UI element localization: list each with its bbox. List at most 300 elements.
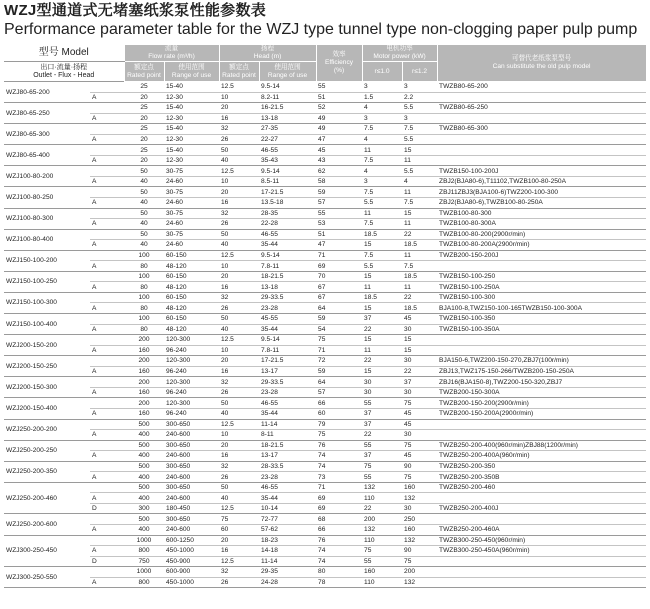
cell-efficiency: 55: [316, 82, 362, 93]
table-row: [4, 451, 646, 462]
table-row: [4, 387, 646, 398]
cell-flow-rated: 1000: [124, 567, 164, 578]
cell-head-rated: 16: [219, 282, 259, 293]
cell-efficiency: 51: [316, 229, 362, 240]
cell-flow-range: 300-650: [164, 482, 219, 493]
cell-substitute: [437, 92, 646, 103]
cell-motor-r12: 45: [402, 419, 437, 430]
cell-suffix: D: [90, 556, 124, 567]
cell-motor-r10: 30: [362, 387, 402, 398]
cell-efficiency: 64: [316, 377, 362, 388]
cell-head-rated: 40: [219, 155, 259, 166]
cell-model: WZJ250-200-200: [4, 419, 90, 440]
cell-substitute: [437, 556, 646, 567]
cell-head-range: 13.5-18: [259, 198, 316, 209]
table-row: [4, 240, 646, 251]
table-row: [4, 366, 646, 377]
cell-suffix: A: [90, 282, 124, 293]
table-row: [4, 324, 646, 335]
cell-flow-range: 60-150: [164, 250, 219, 261]
cell-suffix: [90, 377, 124, 388]
table-row: [4, 461, 646, 472]
cell-flow-rated: 400: [124, 493, 164, 504]
table-row: [4, 440, 646, 451]
cell-flow-rated: 20: [124, 113, 164, 124]
cell-substitute: BJA100-8,TWZ150-100-165TWZB150-100-300A: [437, 303, 646, 314]
cell-head-range: 46-55: [259, 229, 316, 240]
cell-head-range: 23-28: [259, 303, 316, 314]
table-row: [4, 482, 646, 493]
cell-motor-r10: 5.5: [362, 261, 402, 272]
header-motor-r10: r≤1.0: [362, 62, 402, 82]
table-row: [4, 314, 646, 325]
cell-efficiency: 76: [316, 440, 362, 451]
cell-substitute: TWZB250-200-460A: [437, 524, 646, 535]
table-row: [4, 229, 646, 240]
cell-motor-r10: 37: [362, 451, 402, 462]
cell-flow-range: 15-40: [164, 82, 219, 93]
cell-motor-r12: 18.5: [402, 303, 437, 314]
cell-head-rated: 26: [219, 577, 259, 588]
cell-flow-rated: 80: [124, 282, 164, 293]
cell-head-rated: 40: [219, 408, 259, 419]
cell-substitute: TWZB100-80-200A(2900r/min): [437, 240, 646, 251]
cell-efficiency: 78: [316, 577, 362, 588]
cell-head-range: 10-14: [259, 503, 316, 514]
cell-substitute: TWZB80-65-300: [437, 124, 646, 135]
cell-substitute: TWZB150-100-250A: [437, 282, 646, 293]
cell-flow-rated: 20: [124, 92, 164, 103]
title-chinese: WZJ型通道式无堵塞纸浆泵性能参数表: [4, 2, 267, 19]
cell-flow-range: 180-450: [164, 503, 219, 514]
cell-substitute: TWZB150-100-250: [437, 271, 646, 282]
table-row: [4, 92, 646, 103]
cell-flow-rated: 20: [124, 134, 164, 145]
cell-substitute: ZBJ16(BJA150-8),TWZ200-150-320,ZBJ7: [437, 377, 646, 388]
cell-suffix: [90, 314, 124, 325]
cell-substitute: TWZB80-65-200: [437, 82, 646, 93]
cell-suffix: A: [90, 92, 124, 103]
cell-suffix: [90, 166, 124, 177]
cell-head-rated: 32: [219, 124, 259, 135]
table-row: [4, 82, 646, 93]
cell-head-rated: 20: [219, 271, 259, 282]
table-row: [4, 198, 646, 209]
cell-motor-r12: 18.5: [402, 240, 437, 251]
cell-motor-r12: 22: [402, 292, 437, 303]
cell-motor-r10: 7.5: [362, 187, 402, 198]
cell-suffix: [90, 398, 124, 409]
cell-head-rated: 12.5: [219, 166, 259, 177]
cell-suffix: D: [90, 503, 124, 514]
cell-motor-r10: 37: [362, 314, 402, 325]
cell-suffix: A: [90, 524, 124, 535]
cell-efficiency: 47: [316, 134, 362, 145]
cell-substitute: TWZB250-200-350B: [437, 472, 646, 483]
cell-head-range: 24-28: [259, 577, 316, 588]
cell-motor-r10: 18.5: [362, 292, 402, 303]
cell-motor-r10: 37: [362, 408, 402, 419]
cell-motor-r12: 5.5: [402, 134, 437, 145]
cell-efficiency: 49: [316, 124, 362, 135]
table-body: [4, 82, 646, 588]
header-head-range: [259, 62, 316, 82]
table-row: [4, 103, 646, 114]
cell-flow-rated: 500: [124, 482, 164, 493]
cell-head-range: 9.5-14: [259, 166, 316, 177]
table-row: [4, 356, 646, 367]
cell-head-range: 57-62: [259, 524, 316, 535]
cell-head-rated: 40: [219, 240, 259, 251]
cell-model: WZJ150-100-300: [4, 292, 90, 313]
cell-head-range: 13-18: [259, 282, 316, 293]
cell-efficiency: 71: [316, 250, 362, 261]
cell-efficiency: 54: [316, 324, 362, 335]
cell-flow-range: 24-60: [164, 219, 219, 230]
cell-head-rated: 12.5: [219, 556, 259, 567]
cell-efficiency: 51: [316, 92, 362, 103]
cell-motor-r12: 75: [402, 398, 437, 409]
cell-head-range: 22-28: [259, 219, 316, 230]
cell-head-rated: 32: [219, 208, 259, 219]
cell-motor-r12: 15: [402, 208, 437, 219]
cell-suffix: A: [90, 134, 124, 145]
table-row: [4, 514, 646, 525]
cell-motor-r12: 7.5: [402, 261, 437, 272]
header-model-label: 型号 Model: [38, 46, 89, 58]
cell-head-range: 14-18: [259, 546, 316, 557]
cell-efficiency: 59: [316, 366, 362, 377]
cell-substitute: TWZB100-80-300A: [437, 219, 646, 230]
cell-efficiency: 72: [316, 356, 362, 367]
cell-flow-rated: 200: [124, 377, 164, 388]
cell-head-rated: 32: [219, 567, 259, 578]
cell-flow-range: 15-40: [164, 124, 219, 135]
cell-motor-r10: 55: [362, 472, 402, 483]
cell-head-range: 17-21.5: [259, 187, 316, 198]
cell-motor-r12: 5.5: [402, 166, 437, 177]
cell-suffix: A: [90, 451, 124, 462]
cell-motor-r10: 4: [362, 166, 402, 177]
cell-motor-r10: 4: [362, 103, 402, 114]
cell-head-range: 35-44: [259, 324, 316, 335]
cell-head-range: 13-17: [259, 451, 316, 462]
cell-flow-range: 120-300: [164, 377, 219, 388]
header-motor-cn: 电机功率: [386, 45, 413, 52]
cell-flow-range: 30-75: [164, 166, 219, 177]
cell-motor-r10: 3: [362, 176, 402, 187]
cell-flow-range: 240-600: [164, 430, 219, 441]
table-row: [4, 430, 646, 441]
cell-motor-r10: 11: [362, 282, 402, 293]
cell-suffix: A: [90, 219, 124, 230]
cell-motor-r12: 30: [402, 387, 437, 398]
cell-efficiency: 57: [316, 387, 362, 398]
cell-substitute: ZBJ2(BJA80-6),T11102,TWZB100-80-250A: [437, 176, 646, 187]
cell-flow-range: 48-120: [164, 261, 219, 272]
cell-flow-range: 24-60: [164, 240, 219, 251]
cell-flow-rated: 80: [124, 324, 164, 335]
cell-head-rated: 16: [219, 198, 259, 209]
cell-head-range: 8.2-11: [259, 92, 316, 103]
cell-head-range: 18-23: [259, 535, 316, 546]
cell-head-rated: 12.5: [219, 419, 259, 430]
cell-motor-r12: 15: [402, 145, 437, 156]
cell-efficiency: 76: [316, 535, 362, 546]
cell-substitute: [437, 577, 646, 588]
cell-efficiency: 74: [316, 546, 362, 557]
cell-motor-r12: 30: [402, 356, 437, 367]
cell-flow-rated: 100: [124, 271, 164, 282]
cell-flow-rated: 50: [124, 187, 164, 198]
cell-motor-r12: 45: [402, 314, 437, 325]
header-motor-r12: r≤1.2: [402, 62, 437, 82]
cell-motor-r10: 5.5: [362, 198, 402, 209]
table-row: [4, 208, 646, 219]
cell-suffix: A: [90, 577, 124, 588]
table-row: [4, 503, 646, 514]
cell-flow-rated: 200: [124, 356, 164, 367]
cell-efficiency: 57: [316, 198, 362, 209]
table-row: [4, 377, 646, 388]
cell-efficiency: 69: [316, 493, 362, 504]
cell-suffix: [90, 250, 124, 261]
cell-head-range: 23-28: [259, 472, 316, 483]
cell-substitute: TWZB200-150-200A(2900r/min): [437, 408, 646, 419]
cell-flow-rated: 40: [124, 176, 164, 187]
cell-head-range: 45-55: [259, 314, 316, 325]
cell-flow-range: 300-650: [164, 514, 219, 525]
table-row: [4, 524, 646, 535]
cell-head-rated: 16: [219, 451, 259, 462]
cell-head-range: 35-44: [259, 408, 316, 419]
cell-suffix: A: [90, 366, 124, 377]
cell-motor-r10: 22: [362, 430, 402, 441]
cell-flow-range: 30-75: [164, 229, 219, 240]
cell-head-rated: 12.5: [219, 335, 259, 346]
cell-flow-rated: 500: [124, 514, 164, 525]
header-outlet-en: Outlet - Flux - Head: [33, 71, 95, 79]
cell-suffix: A: [90, 113, 124, 124]
table-row: [4, 408, 646, 419]
cell-flow-rated: 400: [124, 524, 164, 535]
header-range-cn: 使用范围: [178, 63, 205, 71]
cell-head-rated: 50: [219, 229, 259, 240]
cell-substitute: ZBJ13,TWZ175-150-266/TWZB200-150-250A: [437, 366, 646, 377]
cell-motor-r10: 55: [362, 398, 402, 409]
cell-head-rated: 32: [219, 377, 259, 388]
cell-head-range: 35-43: [259, 155, 316, 166]
cell-head-range: 16-21.5: [259, 103, 316, 114]
cell-substitute: [437, 430, 646, 441]
cell-substitute: TWZB150-100-300: [437, 292, 646, 303]
cell-model: WZJ200-150-400: [4, 398, 90, 419]
cell-head-rated: 60: [219, 524, 259, 535]
cell-flow-rated: 400: [124, 472, 164, 483]
cell-flow-rated: 800: [124, 546, 164, 557]
cell-efficiency: 67: [316, 282, 362, 293]
header-eff-en2: (%): [333, 67, 345, 74]
cell-flow-range: 12-30: [164, 155, 219, 166]
cell-substitute: TWZB200-150-200(2900r/min): [437, 398, 646, 409]
header-motor: [362, 45, 437, 62]
header-flow-rated: [124, 62, 164, 82]
cell-motor-r10: 15: [362, 366, 402, 377]
header-rated-cn: 额定点: [134, 63, 154, 71]
cell-head-range: 46-55: [259, 145, 316, 156]
header-model: [4, 45, 124, 62]
title-block: [0, 0, 650, 40]
header-flow: [124, 45, 219, 62]
cell-substitute: TWZB300-250-450A(960r/min): [437, 546, 646, 557]
cell-head-rated: 26: [219, 134, 259, 145]
cell-flow-rated: 100: [124, 292, 164, 303]
cell-flow-range: 96-240: [164, 408, 219, 419]
cell-suffix: [90, 271, 124, 282]
cell-flow-range: 12-30: [164, 134, 219, 145]
cell-head-range: 18-21.5: [259, 440, 316, 451]
cell-head-range: 18-21.5: [259, 271, 316, 282]
cell-head-rated: 20: [219, 187, 259, 198]
cell-flow-rated: 25: [124, 145, 164, 156]
cell-model: WZJ250-200-460: [4, 482, 90, 514]
header-substitute: [437, 45, 646, 82]
cell-head-rated: 50: [219, 314, 259, 325]
cell-flow-rated: 80: [124, 261, 164, 272]
cell-substitute: [437, 419, 646, 430]
cell-suffix: A: [90, 176, 124, 187]
cell-flow-rated: 50: [124, 208, 164, 219]
cell-motor-r12: 11: [402, 282, 437, 293]
cell-suffix: [90, 208, 124, 219]
header-flow-range: [164, 62, 219, 82]
cell-head-range: 29-33.5: [259, 377, 316, 388]
cell-flow-range: 60-150: [164, 292, 219, 303]
cell-motor-r10: 11: [362, 208, 402, 219]
cell-head-rated: 50: [219, 482, 259, 493]
cell-flow-rated: 500: [124, 419, 164, 430]
cell-flow-range: 96-240: [164, 387, 219, 398]
cell-substitute: TWZB250-200-460: [437, 482, 646, 493]
table-row: [4, 145, 646, 156]
cell-motor-r10: 55: [362, 556, 402, 567]
cell-flow-rated: 40: [124, 198, 164, 209]
header-flow-en: Flow rate (m³/h): [148, 53, 195, 60]
cell-model: WZJ100-80-300: [4, 208, 90, 229]
cell-flow-range: 120-300: [164, 398, 219, 409]
cell-flow-rated: 160: [124, 345, 164, 356]
cell-flow-rated: 500: [124, 440, 164, 451]
cell-head-rated: 26: [219, 472, 259, 483]
table-row: [4, 219, 646, 230]
header-range-en: Range of use: [171, 71, 212, 79]
cell-flow-range: 96-240: [164, 345, 219, 356]
table-row: [4, 134, 646, 145]
header-efficiency: [316, 45, 362, 82]
cell-head-range: 9.5-14: [259, 335, 316, 346]
cell-flow-rated: 300: [124, 503, 164, 514]
table-row: [4, 124, 646, 135]
title-english: Performance parameter table for the WZJ type tunnel type non-clogging paper pulp pump: [4, 21, 638, 38]
cell-motor-r10: 110: [362, 493, 402, 504]
header-rated-cn: 额定点: [229, 63, 249, 71]
table-row: [4, 419, 646, 430]
header-rated-en: Rated point: [127, 71, 161, 79]
cell-model: WZJ150-100-250: [4, 271, 90, 292]
cell-substitute: [437, 514, 646, 525]
cell-head-rated: 20: [219, 440, 259, 451]
cell-head-rated: 20: [219, 535, 259, 546]
cell-head-range: 46-55: [259, 398, 316, 409]
cell-model: WZJ200-150-200: [4, 335, 90, 356]
cell-motor-r12: 75: [402, 472, 437, 483]
cell-head-rated: 10: [219, 261, 259, 272]
cell-motor-r10: 7.5: [362, 124, 402, 135]
cell-head-range: 13-17: [259, 366, 316, 377]
header-range-en: Range of use: [267, 71, 308, 79]
cell-head-range: 29-35: [259, 567, 316, 578]
cell-flow-rated: 200: [124, 398, 164, 409]
cell-flow-rated: 1000: [124, 535, 164, 546]
cell-motor-r12: 200: [402, 567, 437, 578]
cell-suffix: A: [90, 387, 124, 398]
cell-flow-rated: 100: [124, 250, 164, 261]
cell-motor-r10: 11: [362, 345, 402, 356]
cell-substitute: TWZB200-150-200J: [437, 250, 646, 261]
cell-substitute: TWZB80-65-250: [437, 103, 646, 114]
cell-substitute: TWZB150-100-350A: [437, 324, 646, 335]
cell-flow-rated: 40: [124, 219, 164, 230]
cell-efficiency: 80: [316, 567, 362, 578]
cell-suffix: A: [90, 546, 124, 557]
header-head-cn: 扬程: [260, 45, 275, 52]
cell-suffix: [90, 482, 124, 493]
cell-head-rated: 16: [219, 546, 259, 557]
cell-flow-rated: 500: [124, 461, 164, 472]
cell-substitute: [437, 567, 646, 578]
cell-motor-r12: 15: [402, 335, 437, 346]
cell-flow-range: 60-150: [164, 314, 219, 325]
cell-efficiency: 75: [316, 430, 362, 441]
cell-flow-range: 120-300: [164, 335, 219, 346]
cell-head-range: 17-21.5: [259, 356, 316, 367]
table-row: [4, 567, 646, 578]
header-range-cn: 使用范围: [274, 63, 301, 71]
cell-model: WZJ150-100-400: [4, 314, 90, 335]
cell-substitute: [437, 493, 646, 504]
cell-suffix: A: [90, 261, 124, 272]
cell-flow-rated: 25: [124, 103, 164, 114]
cell-motor-r12: 15: [402, 345, 437, 356]
cell-flow-range: 15-40: [164, 145, 219, 156]
cell-flow-rated: 160: [124, 387, 164, 398]
cell-suffix: [90, 124, 124, 135]
cell-flow-rated: 200: [124, 335, 164, 346]
cell-flow-range: 30-75: [164, 187, 219, 198]
cell-model: WZJ100-80-400: [4, 229, 90, 250]
cell-efficiency: 49: [316, 113, 362, 124]
cell-substitute: TWZB100-80-200(2900r/min): [437, 229, 646, 240]
cell-model: WZJ80-65-400: [4, 145, 90, 166]
cell-motor-r10: 132: [362, 524, 402, 535]
table-row: [4, 546, 646, 557]
cell-motor-r12: 3: [402, 82, 437, 93]
cell-motor-r10: 15: [362, 271, 402, 282]
cell-head-range: 23-28: [259, 387, 316, 398]
cell-suffix: [90, 461, 124, 472]
cell-efficiency: 71: [316, 482, 362, 493]
cell-head-range: 9.5-14: [259, 82, 316, 93]
